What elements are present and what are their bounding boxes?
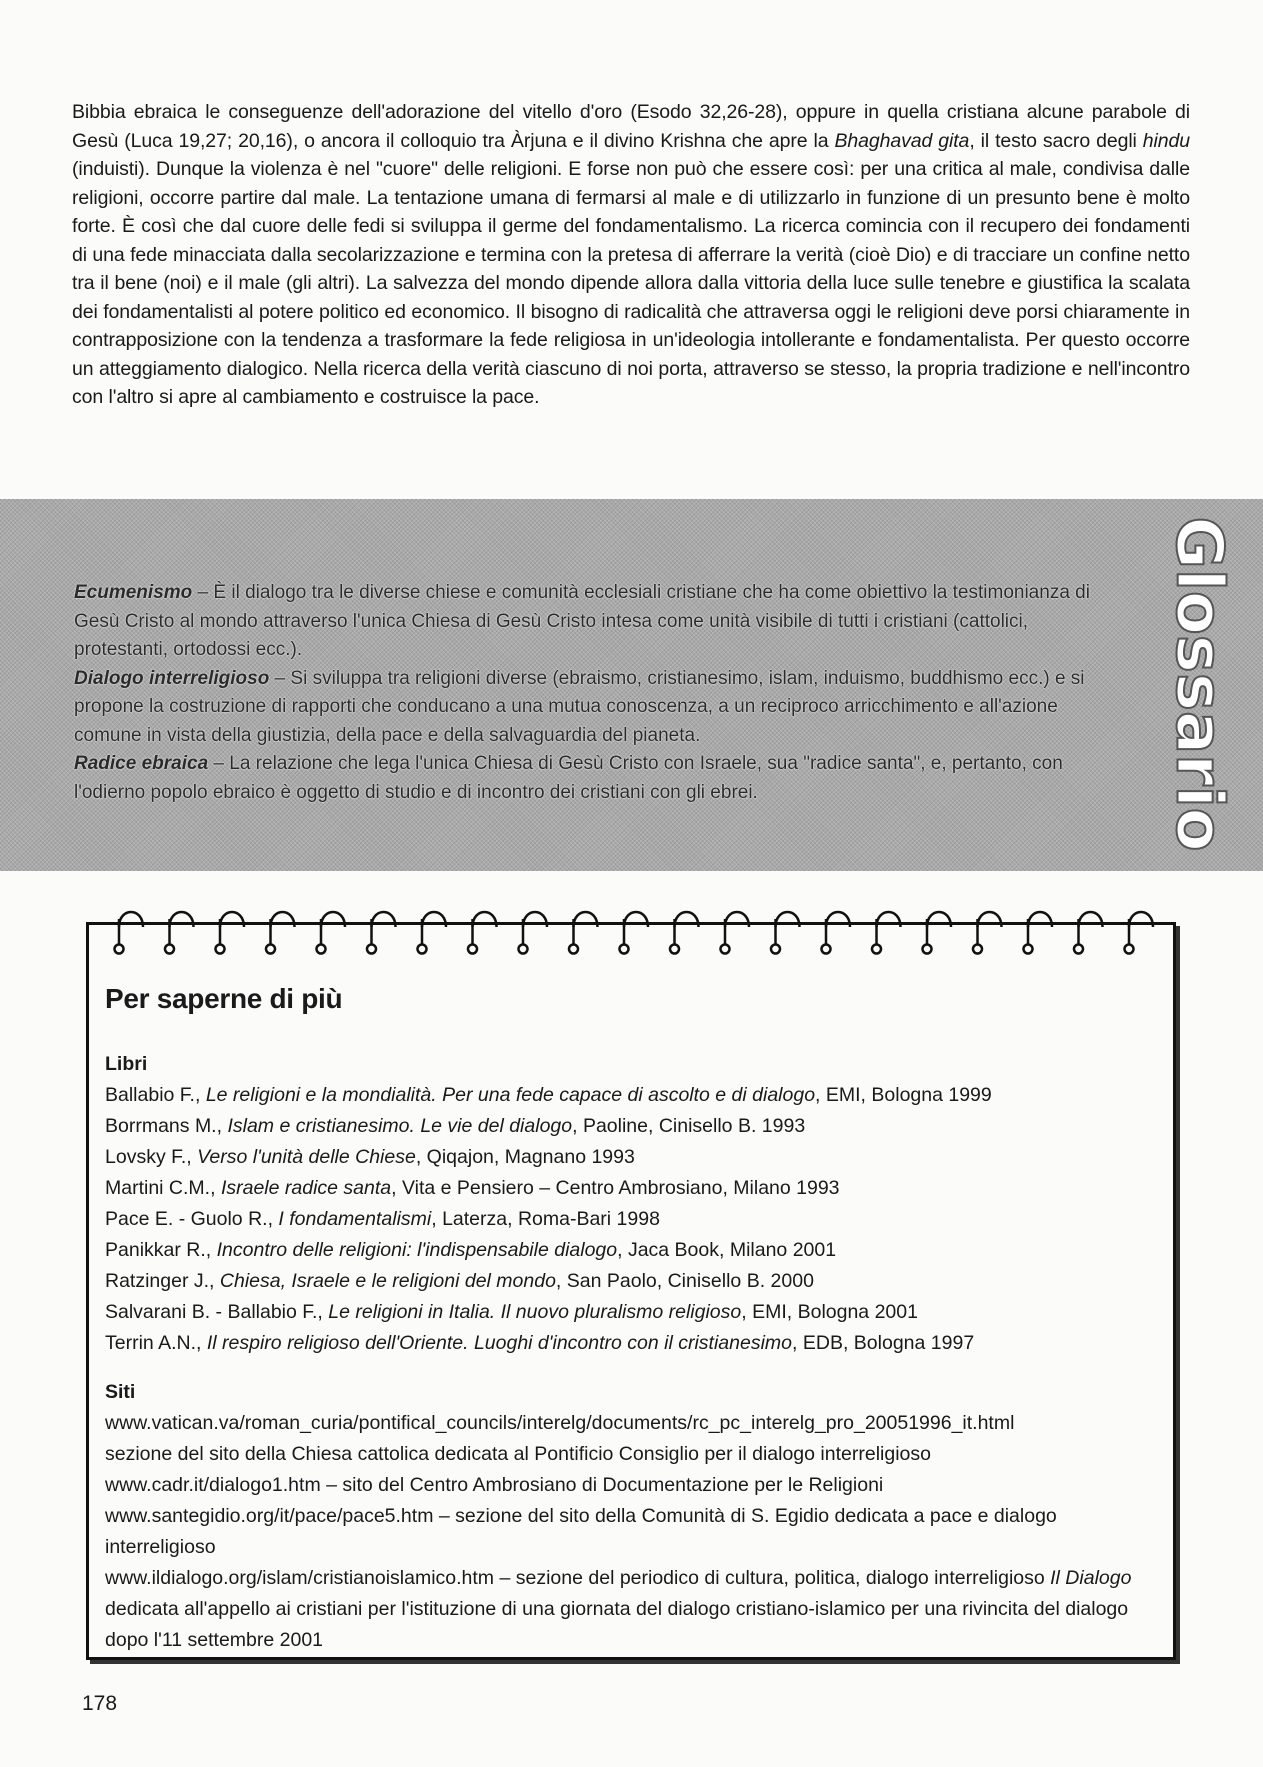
book-item: [105, 1266, 1155, 1297]
book-title: Israele radice santa: [220, 1177, 392, 1199]
ring: [675, 912, 699, 927]
book-publisher: , Jaca Book, Milano 2001: [617, 1239, 837, 1261]
page-number: 178: [82, 1692, 118, 1715]
ring-hole: [923, 945, 932, 954]
book-item: [105, 1173, 1155, 1204]
ring: [321, 912, 345, 927]
ring: [220, 912, 244, 927]
book-publisher: , San Paolo, Cinisello B. 2000: [555, 1270, 814, 1292]
site-description: – sezione del periodico di cultura, politica, dialogo interreligioso: [494, 1567, 1051, 1589]
ring: [978, 912, 1002, 927]
sites-section: [105, 1377, 1155, 1656]
book-author: Ratzinger J.,: [105, 1270, 220, 1292]
book-item: [105, 1111, 1155, 1142]
site-item: [105, 1408, 1155, 1470]
notebook-title: Per saperne di più: [105, 983, 343, 1014]
ring: [473, 912, 497, 927]
ring: [523, 912, 547, 927]
book-title: I fondamentalismi: [278, 1208, 432, 1230]
book-item: [105, 1204, 1155, 1235]
book-publisher: , EMI, Bologna 2001: [741, 1301, 918, 1323]
book-publisher: , Paoline, Cinisello B. 1993: [572, 1115, 806, 1137]
ring-hole: [973, 945, 982, 954]
ring-hole: [165, 945, 174, 954]
ring-hole: [317, 945, 326, 954]
book-author: Martini C.M.,: [105, 1177, 221, 1199]
ring-hole: [620, 945, 629, 954]
glossary-entry: [74, 579, 1100, 665]
ring-hole: [822, 945, 831, 954]
book-title: Islam e cristianesimo. Le vie del dialogo: [227, 1115, 573, 1137]
site-description: sezione del sito della Chiesa cattolica dedicata al Pontificio Consiglio per il dialogo interreligioso: [105, 1443, 931, 1465]
ring-hole: [721, 945, 730, 954]
glossary-band: [0, 499, 1263, 871]
glossary-term: Ecumenismo: [74, 582, 193, 603]
book-author: Lovsky F.,: [105, 1146, 198, 1168]
site-item: [105, 1501, 1155, 1563]
book-publisher: , Vita e Pensiero – Centro Ambrosiano, Milano 1993: [391, 1177, 840, 1199]
book-publisher: , EMI, Bologna 1999: [815, 1084, 992, 1106]
ring-hole: [216, 945, 225, 954]
book-author: Pace E. - Guolo R.,: [105, 1208, 279, 1230]
ring: [574, 912, 598, 927]
ring: [877, 912, 901, 927]
book-publisher: , Laterza, Roma-Bari 1998: [431, 1208, 660, 1230]
site-description: – sito del Centro Ambrosiano di Documentazione per le Religioni: [320, 1474, 884, 1496]
ring-hole: [670, 945, 679, 954]
intro-italic-bhaghavad: Bhaghavad gita: [834, 129, 970, 152]
ring-hole: [771, 945, 780, 954]
book-item: [105, 1235, 1155, 1266]
ring-hole: [266, 945, 275, 954]
ring: [776, 912, 800, 927]
intro-text-2: , il testo sacro degli: [969, 129, 1143, 152]
glossary-definition: – È il dialogo tra le diverse chiese e comunità ecclesiali cristiane che ha come obiettivo la testimonianza di Gesù Cristo al mondo attraverso l'unica Chiesa di Gesù Cristo intesa come unità visibile di tutti i cristiani (cattolici, protestanti, ortodossi ecc.).: [74, 582, 1090, 660]
glossary-title: [1153, 516, 1245, 852]
book-title: Il respiro religioso dell'Oriente. Luoghi d'incontro con il cristianesimo: [206, 1332, 793, 1354]
glossary-definition: – La relazione che lega l'unica Chiesa di Gesù Cristo con Israele, sua "radice santa", e, pertanto, con l'odierno popolo ebraico è oggetto di studio e di incontro dei cristiani con gli ebrei.: [74, 753, 1063, 803]
intro-italic-hindu: hindu: [1142, 129, 1191, 152]
glossary-entry: [74, 750, 1100, 807]
ring: [422, 912, 446, 927]
ring: [119, 912, 143, 927]
ring: [271, 912, 295, 927]
book-publisher: , EDB, Bologna 1997: [792, 1332, 975, 1354]
books-heading: Libri: [105, 1053, 148, 1075]
glossary-title-text: Glossario: [1162, 516, 1236, 852]
ring-hole: [569, 945, 578, 954]
book-publisher: , Qiqajon, Magnano 1993: [415, 1146, 635, 1168]
glossary-entry: [74, 665, 1100, 751]
book-item: [105, 1142, 1155, 1173]
book-title: Le religioni e la mondialità. Per una fede capace di ascolto e di dialogo: [205, 1084, 816, 1106]
ring: [372, 912, 396, 927]
site-url[interactable]: www.cadr.it/dialogo1.htm: [105, 1474, 321, 1496]
site-description: – sezione del sito della Comunità di S. Egidio dedicata a pace e dialogo interreligioso: [105, 1505, 1057, 1558]
book-item: [105, 1080, 1155, 1111]
ring-hole: [1074, 945, 1083, 954]
ring-hole: [872, 945, 881, 954]
book-title: Chiesa, Israele e le religioni del mondo: [219, 1270, 556, 1292]
sites-heading: Siti: [105, 1381, 136, 1403]
intro-text-1: Bibbia ebraica le conseguenze dell'adorazione del vitello d'oro (Esodo 32,26-28), oppure in quella cristiana alcune parabole di Gesù (Luca 19,27; 20,16), o ancora il colloquio tra Àrjuna e il divino Krishna che apre la: [72, 101, 1190, 152]
book-author: Borrmans M.,: [105, 1115, 228, 1137]
book-author: Ballabio F.,: [105, 1084, 206, 1106]
ring-hole: [519, 945, 528, 954]
spiral-rings-icon: [89, 901, 1173, 961]
ring: [1028, 912, 1052, 927]
ring: [624, 912, 648, 927]
book-author: Terrin A.N.,: [105, 1332, 207, 1354]
ring: [1079, 912, 1103, 927]
book-title: Incontro delle religioni: l'indispensabile dialogo: [216, 1239, 618, 1261]
site-url[interactable]: www.vatican.va/roman_curia/pontifical_councils/interelg/documents/rc_pc_interelg_pro_20051996_it.html: [105, 1412, 1015, 1434]
site-url[interactable]: www.ildialogo.org/islam/cristianoislamico.htm: [105, 1567, 495, 1589]
book-item: [105, 1297, 1155, 1328]
ring-hole: [418, 945, 427, 954]
ring-hole: [1125, 945, 1134, 954]
site-url[interactable]: www.santegidio.org/it/pace/pace5.htm: [105, 1505, 434, 1527]
books-section: [105, 1049, 1155, 1359]
site-item: [105, 1470, 1155, 1501]
intro-paragraph: [72, 98, 1190, 412]
glossary-term: Radice ebraica: [74, 753, 209, 774]
ring: [826, 912, 850, 927]
intro-text-3: (induisti). Dunque la violenza è nel "cuore" delle religioni. E forse non può che essere così: per una critica al male, condivisa dalle religioni, occorre partire dal male. La tentazione umana di fermarsi al male e di utilizzarlo in funzione di un presunto bene è molto forte. È così che dal cuore delle fedi si sviluppa il germe del fondamentalismo. La ricerca comincia con il recupero dei fondamenti di una fede minacciata dalla secolarizzazione e termina con la pretesa di afferrare la verità (cioè Dio) e di tracciare un confine netto tra il bene (noi) e il male (gli altri). La salvezza del mondo dipende allora dalla vittoria della luce sulle tenebre e giustifica la scalata dei fondamentalisti al potere politico ed economico. Il bisogno di radicalità che attraversa oggi le religioni deve porsi chiaramente in contrapposizione con la tendenza a trasformare la fede religiosa in un'ideologia intollerante e fondamentalista. Per questo occorre un atteggiamento dialogico. Nella ricerca della verità ciascuno di noi porta, attraverso se stesso, la propria tradizione e nell'incontro con l'altro si apre al cambiamento e costruisce la pace.: [72, 158, 1190, 408]
ring-hole: [115, 945, 124, 954]
ring: [927, 912, 951, 927]
ring-hole: [1024, 945, 1033, 954]
glossary-definition: – Si sviluppa tra religioni diverse (ebraismo, cristianesimo, islam, induismo, buddhismo ecc.) e si propone la costruzione di rapporti che conducano a una mutua conoscenza, a un reciproco arricchimento e all'azione comune in vista della giustizia, della pace e della salvaguardia del pianeta.: [74, 667, 1085, 746]
book-title: Verso l'unità delle Chiese: [197, 1146, 416, 1168]
books-list: [105, 1080, 1155, 1359]
book-author: Panikkar R.,: [105, 1239, 217, 1261]
ring: [1129, 912, 1153, 927]
sites-list: [105, 1408, 1155, 1656]
ring-hole: [468, 945, 477, 954]
site-description-italic: Il Dialogo: [1050, 1567, 1132, 1589]
ring-hole: [367, 945, 376, 954]
site-item: [105, 1563, 1155, 1656]
notebook-box: [86, 922, 1176, 1660]
book-item: [105, 1328, 1155, 1359]
ring: [170, 912, 194, 927]
glossary-term: Dialogo interreligioso: [74, 667, 270, 689]
glossary-body: [74, 579, 1100, 807]
book-author: Salvarani B. - Ballabio F.,: [105, 1301, 329, 1323]
ring: [725, 912, 749, 927]
site-description-cont: dedicata all'appello ai cristiani per l'istituzione di una giornata del dialogo cristiano-islamico per una rivincita del dialogo dopo l'11 settembre 2001: [105, 1598, 1129, 1651]
book-title: Le religioni in Italia. Il nuovo pluralismo religioso: [328, 1301, 742, 1323]
